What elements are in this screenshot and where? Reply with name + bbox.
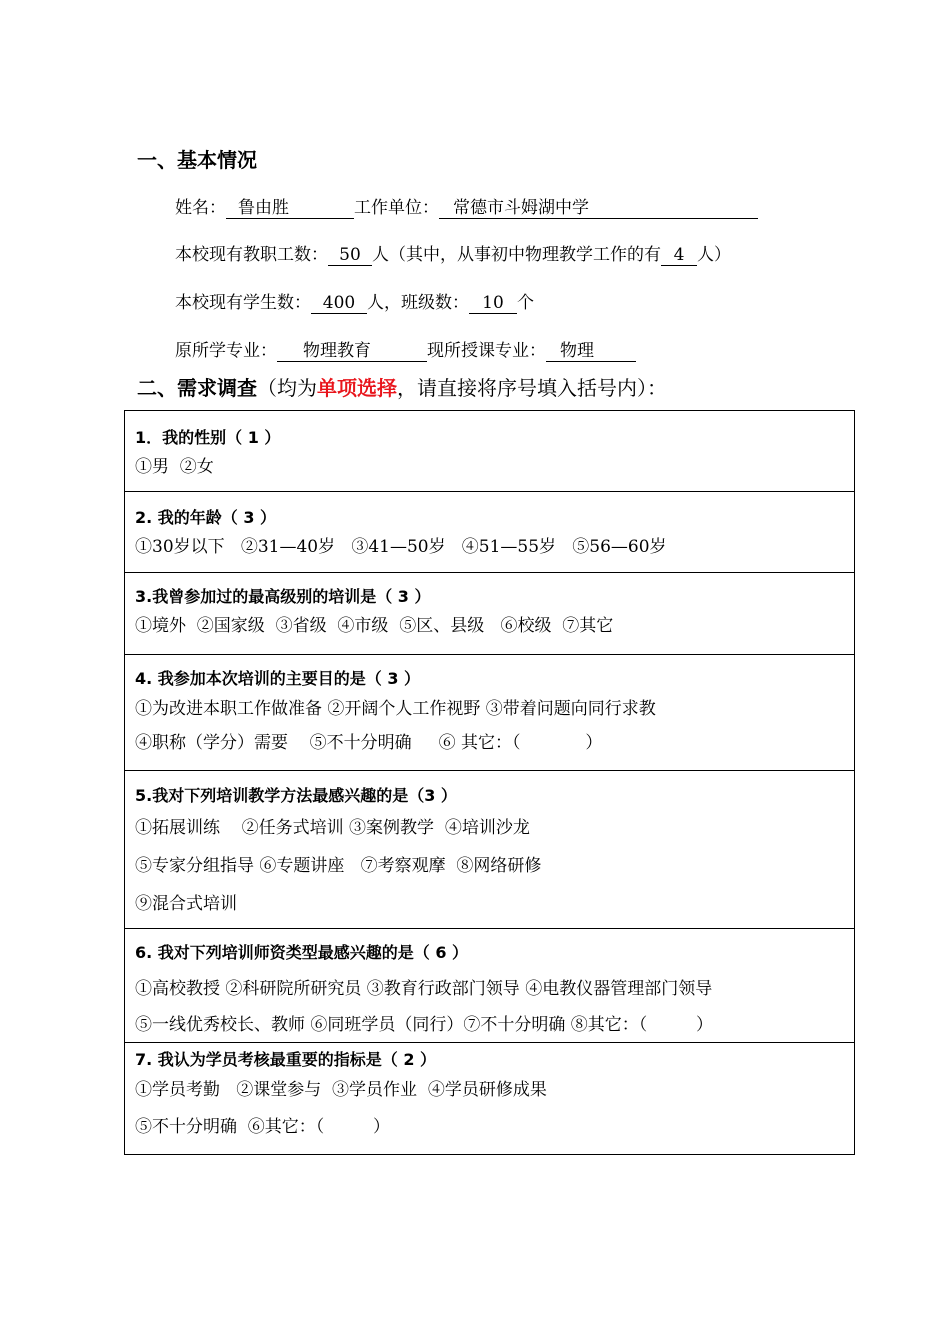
single-choice-highlight: 单项选择	[317, 376, 397, 400]
major-line	[175, 336, 636, 362]
question-options: ①学员考勤 ②课堂参与 ③学员作业 ④学员研修成果	[135, 1080, 547, 1100]
question-options: ①拓展训练 ②任务式培训 ③案例教学 ④培训沙龙	[135, 818, 530, 838]
question-cell-6	[125, 929, 855, 1043]
teach-value: 物理	[546, 341, 636, 362]
classes-value: 10	[469, 293, 517, 314]
question-options: ①30岁以下 ②31—40岁 ③41—50岁 ④51—55岁 ⑤56—60岁	[135, 537, 667, 557]
question-title: 2. 我的年龄（ 3 ）	[135, 508, 277, 527]
question-cell-3	[125, 573, 855, 655]
section-survey-title	[137, 372, 667, 401]
question-row	[125, 492, 855, 573]
staff-line	[175, 240, 731, 266]
question-options: ④职称（学分）需要 ⑤不十分明确 ⑥ 其它：（ ）	[135, 733, 603, 753]
question-title: 4. 我参加本次培训的主要目的是（ 3 ）	[135, 669, 421, 688]
question-cell-7	[125, 1043, 855, 1155]
survey-note-close: ，请直接将序号填入括号内）：	[397, 376, 667, 400]
classes-end-text: 个	[517, 293, 534, 313]
survey-title-text: 二、需求调查	[137, 376, 257, 400]
question-options: ⑤一线优秀校长、教师 ⑥同班学员（同行）⑦不十分明确 ⑧其它：（ ）	[135, 1015, 713, 1035]
classes-label: 人，班级数：	[367, 293, 469, 313]
question-cell-2	[125, 492, 855, 573]
students-label: 本校现有学生数：	[175, 293, 311, 313]
name-unit-line	[175, 193, 758, 219]
name-value: 鲁由胜	[226, 198, 354, 219]
question-options: ⑤专家分组指导 ⑥专题讲座 ⑦考察观摩 ⑧网络研修	[135, 856, 542, 876]
section-basic-title: 一、基本情况	[137, 148, 257, 172]
survey-note-open: （均为	[257, 376, 317, 400]
question-cell-4	[125, 655, 855, 771]
staff-middle-text: 人（其中，从事初中物理教学工作的有	[372, 245, 661, 265]
major-value: 物理教育	[277, 341, 427, 362]
students-value: 400	[311, 293, 367, 314]
question-row	[125, 573, 855, 655]
question-row	[125, 411, 855, 492]
major-label: 原所学专业：	[175, 341, 277, 361]
question-options: ①高校教授 ②科研院所研究员 ③教育行政部门领导 ④电教仪器管理部门领导	[135, 979, 713, 999]
question-cell-5	[125, 771, 855, 929]
unit-label: 工作单位：	[354, 198, 439, 218]
question-row	[125, 771, 855, 929]
question-options: ①境外 ②国家级 ③省级 ④市级 ⑤区、县级 ⑥校级 ⑦其它	[135, 616, 614, 636]
question-options: ⑨混合式培训	[135, 894, 237, 914]
question-title: 1．我的性别（ 1 ）	[135, 428, 281, 447]
survey-table	[124, 410, 855, 1155]
unit-value: 常德市斗姆湖中学	[439, 198, 758, 219]
name-label: 姓名：	[175, 198, 226, 218]
question-title: 6. 我对下列培训师资类型最感兴趣的是（ 6 ）	[135, 943, 469, 962]
teach-label: 现所授课专业：	[427, 341, 546, 361]
question-title: 3.我曾参加过的最高级别的培训是（ 3 ）	[135, 587, 431, 606]
question-options: ①为改进本职工作做准备 ②开阔个人工作视野 ③带着问题向同行求教	[135, 699, 656, 719]
staff-value: 50	[328, 245, 372, 266]
question-title: 7. 我认为学员考核最重要的指标是（ 2 ）	[135, 1050, 437, 1069]
question-options: ①男 ②女	[135, 457, 214, 477]
students-line	[175, 288, 534, 314]
question-row	[125, 929, 855, 1043]
question-title: 5.我对下列培训教学方法最感兴趣的是（3 ）	[135, 786, 457, 805]
question-options: ⑤不十分明确 ⑥其它：（ ）	[135, 1117, 390, 1137]
question-row	[125, 1043, 855, 1155]
physics-teacher-value: 4	[661, 245, 697, 266]
staff-label: 本校现有教职工数：	[175, 245, 328, 265]
staff-end-text: 人）	[697, 245, 731, 265]
question-row	[125, 655, 855, 771]
question-cell-1	[125, 411, 855, 492]
